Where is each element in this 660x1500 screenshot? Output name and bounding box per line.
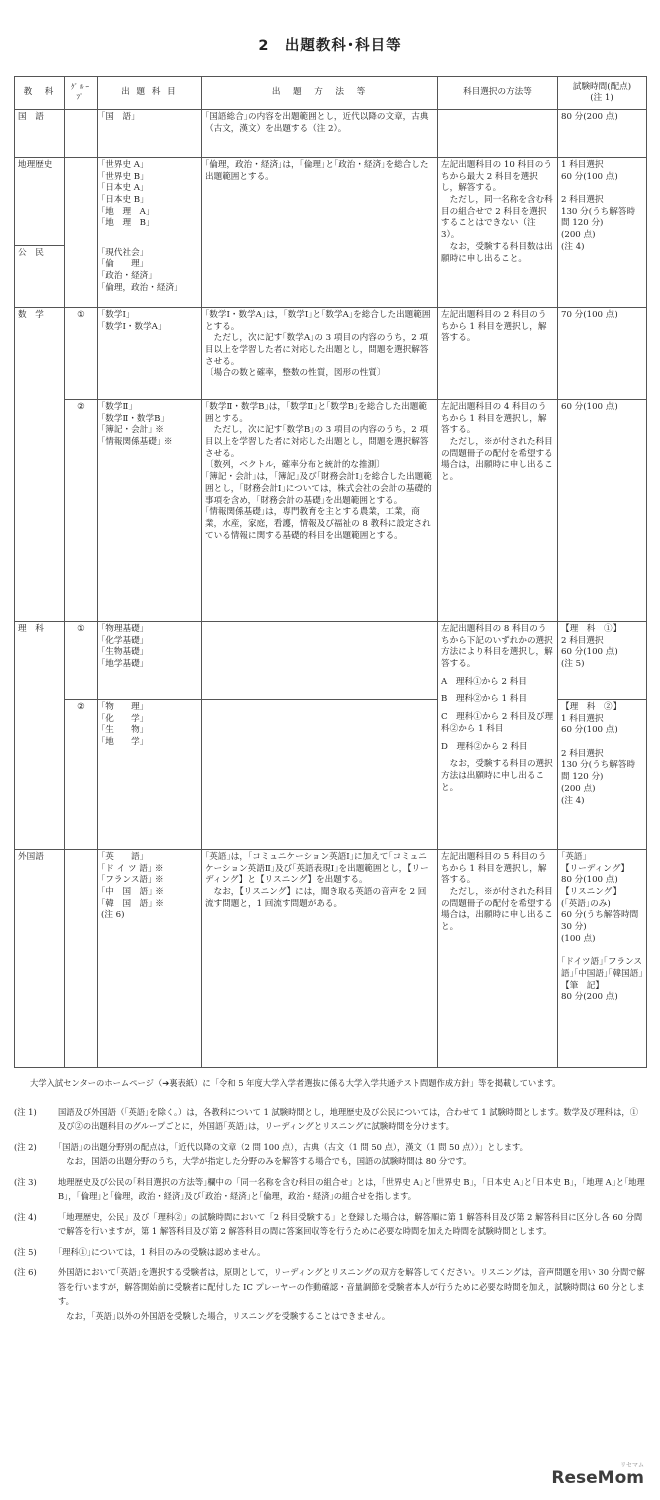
shakai-method: ｢倫理，政治・経済｣は，｢倫理｣と｢政治・経済｣を総合した出題範囲とする。 [202, 158, 438, 308]
gaikokugo-subject: 外国語 [15, 850, 65, 1068]
komin-subject: 公 民 [15, 246, 65, 308]
rika-option-a: A 理科①から 2 科目 [441, 676, 527, 687]
komin-group [65, 246, 98, 308]
header-time-line1: 試験時間(配点) [572, 81, 632, 92]
logo-kana: リセマム [620, 1462, 644, 1469]
note-label: (注 1) [14, 1106, 37, 1117]
note-5 [14, 1245, 646, 1260]
rika-g2-courses: ｢物 理｣ ｢化 学｣ ｢生 物｣ ｢地 学｣ [98, 700, 202, 850]
komin-courses: ｢現代社会｣ ｢倫 理｣ ｢政治・経済｣ ｢倫理，政治・経済｣ [98, 246, 202, 308]
table-row-rika-1 [15, 622, 647, 700]
header-time-line2: (注 1) [590, 93, 614, 103]
chireki-group [65, 158, 98, 246]
sugaku-g1-courses: ｢数学Ⅰ｣ ｢数学Ⅰ・数学A｣ [98, 308, 202, 400]
note-label: (注 3) [14, 1176, 37, 1187]
header-selection: 科目選択の方法等 [438, 77, 558, 110]
note-2 [14, 1140, 646, 1169]
page-title: 2 出題教科･科目等 [258, 38, 402, 54]
note-1 [14, 1105, 646, 1134]
sugaku-g2-time: 60 分(100 点) [558, 400, 647, 622]
rika-selection-outro: なお，受験する科目の選択方法は出願時に申し出ること。 [441, 759, 553, 793]
kokugo-time: 80 分(200 点) [558, 110, 647, 158]
header-courses: 出 題 科 目 [98, 77, 202, 110]
kokugo-subject: 国 語 [15, 110, 65, 158]
note-text: ｢国語｣の出題分野別の配点は，「近代以降の文章（2 問 100 点），古典（古文（1 問 50 点），漢文（1 問 50 点））」とします。 なお，国語の出題分野のうち，大学が指定した分野のみを解答する場合でも，国語の試験時間は 80 分です。 [58, 1141, 528, 1167]
sugaku-g2-courses: ｢数学Ⅱ｣ ｢数学Ⅱ・数学B｣ ｢簿記・会計｣ ※ ｢情報関係基礎｣ ※ [98, 400, 202, 622]
rika-g2-time: 【理 科 ②】 1 科目選択 60 分(100 点) 2 科目選択 130 分(うち解答時間 120 分) (200 点) (注 4) [558, 700, 647, 850]
table-header-row [15, 77, 647, 110]
gaikokugo-time: ｢英語｣ 【リーディング】 80 分(100 点) 【リスニング】 (｢英語｣のみ) 60 分(うち解答時間 30 分) (100 点) ｢ドイツ語｣｢フランス語｣｢中国語｣｢韓国語｣ 【筆 記】 80 分(200 点) [558, 850, 647, 1068]
gaikokugo-group [65, 850, 98, 1068]
table-row-kokugo [15, 110, 647, 158]
note-text: ｢理科①｣については，1 科目のみの受験は認めません。 [58, 1246, 266, 1257]
header-subject: 教 科 [15, 77, 65, 110]
rika-option-d: D 理科②から 2 科目 [441, 741, 528, 752]
note-label: (注 6) [14, 1267, 37, 1278]
logo-text: ReseMom [551, 1468, 644, 1488]
kokugo-selection [438, 110, 558, 158]
rika-g2-group: ② [65, 700, 98, 850]
note-text: 国語及び外国語（｢英語｣を除く。）は，各教科について 1 試験時間とし，地理歴史及び公民については，合わせて 1 試験時間とします。数学及び理科は，①及び②の出題科目のグループごとに，外国語｢英語｣は，リーディングとリスニングに試験時間を分けます。 [58, 1106, 638, 1132]
sugaku-g1-group: ① [65, 308, 98, 400]
note-3 [14, 1175, 646, 1204]
rika-g1-group: ① [65, 622, 98, 700]
note-text: 「地理歴史，公民」及び「理科②」の試験時間において「2 科目受験する」と登録した場合は，解答順に第 1 解答科目及び第 2 解答科目に区分し各 60 分間で解答を行いますが，第 1 解答科目及び第 2 解答科目の間に答案回収等を行うために必要な時間を加えた時間を試験時間とします。 [58, 1211, 643, 1237]
gaikokugo-method: ｢英語｣は，｢コミュニケーション英語Ⅰ｣に加えて｢コミュニケーション英語Ⅱ｣及び｢英語表現Ⅰ｣を出題範囲とし，【リーディング】と【リスニング】を出題する。 なお，【リスニング】には，聞き取る英語の音声を 2 回流す問題と，1 回流す問題がある。 [202, 850, 438, 1068]
shakai-selection: 左記出題科目の 10 科目のうちから最大 2 科目を選択し，解答する。 ただし，同一名称を含む科目の組合せで 2 科目を選択することはできない（注 3）。 なお，受験する科目数は出願時に申し出ること。 [438, 158, 558, 308]
note-text: 地理歴史及び公民の｢科目選択の方法等｣欄中の「同一名称を含む科目の組合せ」とは，｢世界史 A｣と｢世界史 B｣，｢日本史 A｣と｢日本史 B｣，｢地理 A｣と｢地理 B｣，｢倫理｣と｢倫理，政治・経済｣及び｢政治・経済｣と｢倫理，政治・経済｣の組合せを指します。 [58, 1176, 645, 1202]
kokugo-method: ｢国語総合｣の内容を出題範囲とし，近代以降の文章，古典（古文，漢文）を出題する（注 2）。 [202, 110, 438, 158]
kokugo-group [65, 110, 98, 158]
resemom-logo [551, 1462, 644, 1488]
sugaku-g2-group: ② [65, 400, 98, 622]
sugaku-g1-time: 70 分(100 点) [558, 308, 647, 400]
rika-selection [438, 622, 558, 850]
rika-option-c: C 理科①から 2 科目及び理科②から 1 科目 [441, 712, 554, 734]
sugaku-g1-selection: 左記出題科目の 2 科目のうちから 1 科目を選択し，解答する。 [438, 308, 558, 400]
sugaku-g1-method: ｢数学Ⅰ・数学A｣は，｢数学Ⅰ｣と｢数学A｣を総合した出題範囲とする。 ただし，次に記す｢数学A｣の 3 項目の内容のうち，2 項目以上を学習した者に対応した出題とし，問題を選択解答させる。 〔場合の数と確率，整数の性質，図形の性質〕 [202, 308, 438, 400]
gaikokugo-selection: 左記出題科目の 5 科目のうちから 1 科目を選択し，解答する。 ただし，※が付された科目の問題冊子の配付を希望する場合は，出願時に申し出ること。 [438, 850, 558, 1068]
table-row-gaikokugo [15, 850, 647, 1068]
header-group: ｸﾞﾙｰﾌﾟ [65, 77, 98, 110]
notes-section [14, 1076, 646, 1329]
sugaku-g2-selection: 左記出題科目の 4 科目のうちから 1 科目を選択し，解答する。 ただし，※が付された科目の問題冊子の配付を希望する場合は，出願時に申し出ること。 [438, 400, 558, 622]
note-label: (注 5) [14, 1246, 37, 1257]
exam-subjects-table [14, 76, 647, 1068]
shakai-time: 1 科目選択 60 分(100 点) 2 科目選択 130 分(うち解答時間 120 分) (200 点) (注 4) [558, 158, 647, 308]
table-row-sugaku-2 [15, 400, 647, 622]
kokugo-courses: ｢国 語｣ [98, 110, 202, 158]
notes-intro: 大学入試センターのホームページ（➔裏表紙）に「令和 5 年度大学入学者選抜に係る大学入学共通テスト問題作成方針」等を掲載しています。 [30, 1078, 561, 1088]
sugaku-g2-method: ｢数学Ⅱ・数学B｣は，｢数学Ⅱ｣と｢数学B｣を総合した出題範囲とする。 ただし，次に記す｢数学B｣の 3 項目の内容のうち，2 項目以上を学習した者に対応した出題とし，問題を選択解答させる。 〔数列，ベクトル，確率分布と統計的な推測〕 ｢簿記・会計｣は，｢簿記｣及び｢財務会計Ⅰ｣を総合した出題範囲とし，｢財務会計Ⅰ｣については，株式会社の会計の基礎的事項を含め，｢財務会計の基礎｣を出題範囲とする。 ｢情報関係基礎｣は，専門教育を主とする農業，工業，商業，水産，家庭，看護，情報及び福祉の 8 教科に設定されている情報に関する基礎的科目を出題範囲とする。 [202, 400, 438, 622]
header-method: 出 題 方 法 等 [202, 77, 438, 110]
note-label: (注 2) [14, 1141, 37, 1152]
rika-selection-intro: 左記出題科目の 8 科目のうちから下記のいずれかの選択方法により科目を選択し，解答する。 [441, 624, 553, 670]
gaikokugo-courses: ｢英 語｣ ｢ド イ ツ 語｣ ※ ｢フランス語｣ ※ ｢中 国 語｣ ※ ｢韓 国 語｣ ※ (注 6) [98, 850, 202, 1068]
table-row-sugaku-1 [15, 308, 647, 400]
rika-g1-method [202, 622, 438, 700]
note-label: (注 4) [14, 1211, 37, 1222]
rika-subject: 理 科 [15, 622, 65, 850]
note-4 [14, 1210, 646, 1239]
note-6 [14, 1265, 646, 1323]
header-time [558, 77, 647, 110]
rika-option-b: B 理科②から 1 科目 [441, 694, 527, 705]
chireki-courses: ｢世界史 A｣ ｢世界史 B｣ ｢日本史 A｣ ｢日本史 B｣ ｢地 理 A｣ ｢地 理 B｣ [98, 158, 202, 246]
chireki-subject: 地理歴史 [15, 158, 65, 246]
note-text: 外国語において｢英語｣を選択する受験者は，原則として，リーディングとリスニングの双方を解答してください。リスニングは，音声問題を用い 30 分間で解答を行いますが，解答開始前に受験者に配付した IC プレーヤーの作動確認・音量調節を受験者本人が行うために必要な時間を加え，試験時間は 60 分とします。 なお，｢英語｣以外の外国語を受験した場合，リスニングを受験することはできません。 [58, 1267, 645, 1321]
rika-g1-time: 【理 科 ①】 2 科目選択 60 分(100 点) (注 5) [558, 622, 647, 700]
rika-g1-courses: ｢物理基礎｣ ｢化学基礎｣ ｢生物基礎｣ ｢地学基礎｣ [98, 622, 202, 700]
sugaku-subject: 数 学 [15, 308, 65, 622]
table-row-chireki [15, 158, 647, 246]
rika-g2-method [202, 700, 438, 850]
